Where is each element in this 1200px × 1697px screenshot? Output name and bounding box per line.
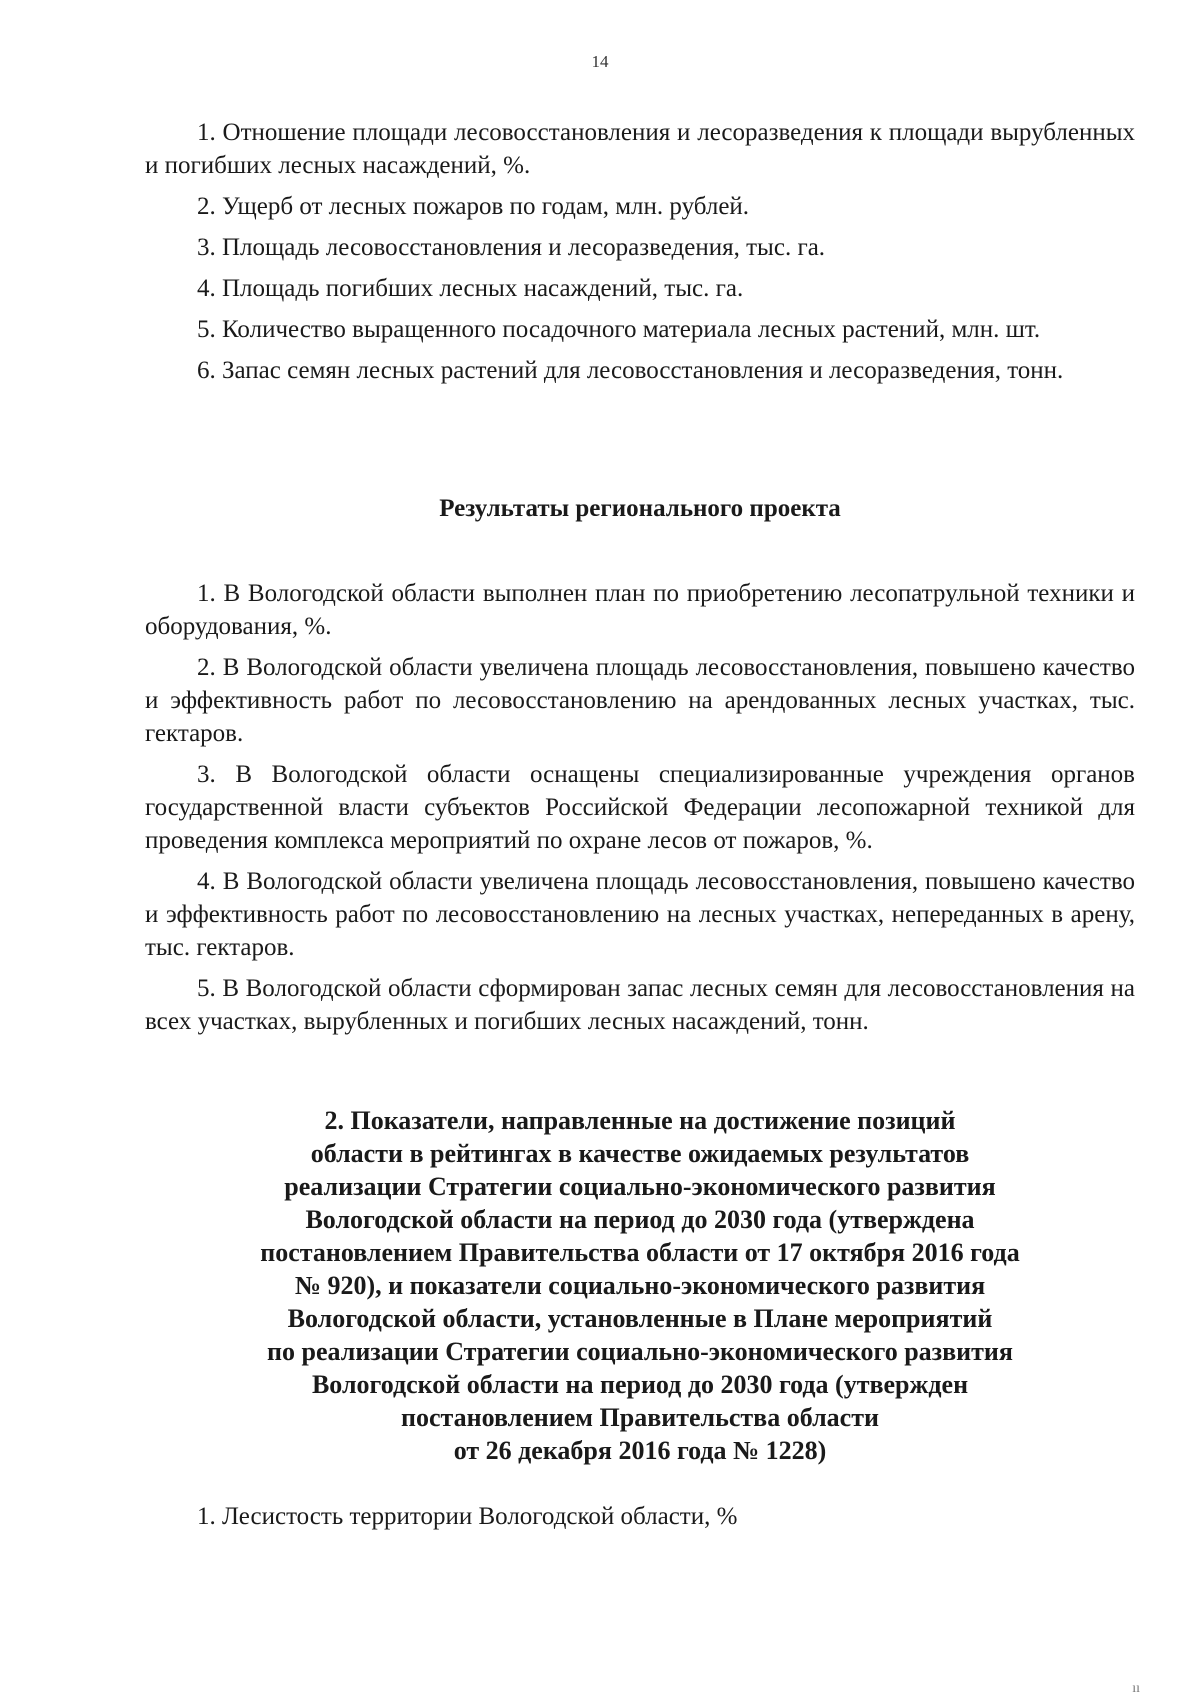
result-item: 4. В Вологодской области увеличена площадь лесовосстановления, повышено качество и эффективность работ по лесовосстановлению на лесных участках, непереданных в арену, тыс. гектаров. — [145, 868, 1135, 961]
section-2-heading-line: области в рейтингах в качестве ожидаемых результатов — [310, 1139, 970, 1168]
indicator-item: 6. Запас семян лесных растений для лесовосстановления и лесоразведения, тонн. — [197, 357, 1064, 384]
results-list — [145, 577, 1135, 1046]
section-2-heading-line: 2. Показатели, направленные на достижение позиций — [324, 1106, 956, 1135]
section-2-heading-line: по реализации Стратегии социально-экономического развития — [267, 1337, 1013, 1366]
indicators-list — [145, 116, 1135, 395]
section-2-heading-line: постановлением Правительства области — [401, 1403, 879, 1432]
section-2-heading-line: реализации Стратегии социально-экономического развития — [284, 1172, 996, 1201]
result-item: 5. В Вологодской области сформирован запас лесных семян для лесовосстановления на всех участках, вырубленных и погибших лесных насаждений, тонн. — [145, 975, 1135, 1035]
result-item: 1. В Вологодской области выполнен план по приобретению лесопатрульной техники и оборудования, %. — [145, 580, 1135, 640]
section-2-heading-line: Вологодской области, установленные в Плане мероприятий — [287, 1304, 993, 1333]
page-number: 14 — [591, 52, 609, 71]
indicator-item: 2. Ущерб от лесных пожаров по годам, млн. рублей. — [197, 193, 750, 220]
section-2-heading-line: № 920), и показатели социально-экономического развития — [294, 1271, 986, 1300]
section-2-heading-line: от 26 декабря 2016 года № 1228) — [453, 1436, 827, 1465]
indicator-item: 5. Количество выращенного посадочного материала лесных растений, млн. шт. — [197, 316, 1041, 343]
section-2-heading-line: постановлением Правительства области от 17 октября 2016 года — [260, 1238, 1020, 1267]
section-2-item: 1. Лесистость территории Вологодской области, % — [197, 1503, 738, 1530]
result-item: 2. В Вологодской области увеличена площадь лесовосстановления, повышено качество и эффективность работ по лесовосстановлению на арендованных лесных участках, тыс. гектаров. — [145, 654, 1135, 747]
section-2-list — [145, 1500, 1135, 1533]
section-2-heading-line: Вологодской области на период до 2030 года (утвержден — [311, 1370, 969, 1399]
indicator-item: 3. Площадь лесовосстановления и лесоразведения, тыс. га. — [197, 234, 826, 261]
result-item: 3. В Вологодской области оснащены специализированные учреждения органов государственной власти субъектов Российской Федерации лесопожарной техникой для проведения комплекса мероприятий по охране лесов от пожаров, %. — [145, 761, 1135, 854]
scan-mark: ıı — [1132, 1681, 1140, 1696]
section-2-heading — [145, 1104, 1135, 1467]
section-2-heading-line: Вологодской области на период до 2030 года (утверждена — [305, 1205, 975, 1234]
indicator-item: 4. Площадь погибших лесных насаждений, тыс. га. — [197, 275, 744, 302]
indicator-item: 1. Отношение площади лесовосстановления и лесоразведения к площади вырубленных и погибших лесных насаждений, %. — [145, 119, 1135, 179]
results-heading: Результаты регионального проекта — [439, 495, 841, 522]
